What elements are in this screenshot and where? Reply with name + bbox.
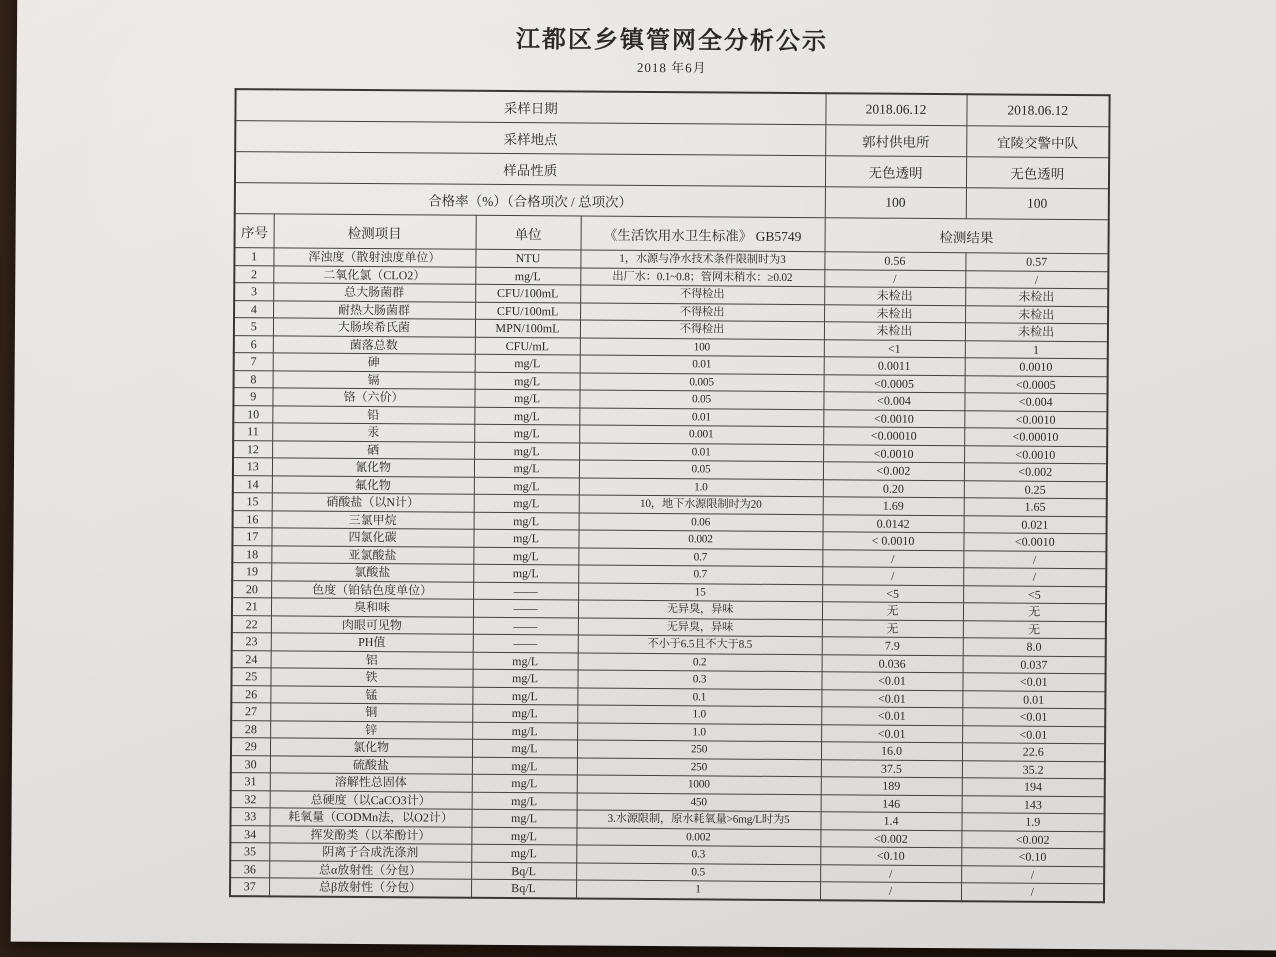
cell-result-1: 16.0 [821, 742, 962, 760]
cell-item: 肉眼可见物 [271, 615, 473, 634]
info-label: 采样日期 [235, 89, 825, 125]
cell-standard: 不得检出 [580, 303, 824, 322]
cell-unit: mg/L [474, 512, 579, 530]
cell-result-2: 1.65 [964, 498, 1107, 516]
cell-result-1: 无 [822, 602, 963, 620]
page-title: 江都区乡镇管网全分析公示 [515, 27, 829, 56]
cell-unit: mg/L [472, 739, 577, 757]
cell-result-2: 0.01 [962, 690, 1105, 708]
cell-result-2: 0.0010 [965, 358, 1108, 376]
cell-result-1: <0.0010 [823, 409, 964, 427]
cell-result-2: <0.002 [964, 463, 1107, 481]
cell-item: 总α放射性（分包） [269, 860, 471, 879]
cell-unit: mg/L [471, 809, 576, 827]
cell-no: 6 [234, 335, 273, 353]
cell-unit: mg/L [473, 547, 578, 565]
info-label: 样品性质 [235, 152, 825, 187]
cell-no: 17 [232, 528, 271, 546]
column-header-result: 检测结果 [825, 218, 1109, 254]
info-value-2: 100 [966, 188, 1109, 220]
cell-result-2: <0.002 [961, 830, 1104, 848]
cell-item: 铜 [270, 703, 472, 722]
cell-unit: —— [473, 617, 578, 635]
cell-no: 5 [234, 318, 273, 336]
cell-item: 总硬度（以CaCO3计） [270, 790, 472, 809]
cell-unit: mg/L [474, 389, 579, 407]
cell-unit: Bq/L [471, 862, 576, 880]
cell-unit: mg/L [472, 687, 577, 705]
cell-item: 阴离子合成洗涤剂 [269, 843, 471, 862]
info-value-2: 无色透明 [966, 157, 1109, 189]
cell-no: 32 [231, 790, 270, 808]
cell-no: 29 [231, 738, 270, 756]
cell-item: 氯酸盐 [271, 563, 473, 582]
cell-result-2: / [963, 568, 1106, 586]
cell-result-1: / [820, 864, 961, 882]
cell-result-2: 未检出 [965, 288, 1108, 306]
cell-result-2: 0.021 [964, 515, 1107, 533]
cell-no: 3 [234, 283, 273, 301]
cell-result-1: <0.004 [823, 392, 964, 410]
cell-standard: 3.水源限制，原水耗氧量>6mg/L时为5 [576, 810, 820, 829]
cell-no: 1 [234, 248, 273, 266]
cell-result-1: 189 [821, 777, 962, 795]
info-value-1: 郭村供电所 [825, 125, 966, 157]
cell-no: 15 [233, 493, 272, 511]
cell-unit: mg/L [475, 354, 580, 372]
cell-no: 28 [231, 720, 270, 738]
document [229, 23, 1109, 903]
cell-item: 溶解性总固体 [270, 773, 472, 792]
cell-result-1: 37.5 [821, 759, 962, 777]
cell-item: 耗氧量（CODMn法，以O2计） [269, 808, 471, 827]
cell-result-1: 0.0142 [823, 514, 964, 532]
cell-item: 硒 [272, 440, 474, 459]
cell-unit: mg/L [471, 827, 576, 845]
cell-result-1: <5 [822, 584, 963, 602]
cell-item: 铝 [271, 650, 473, 669]
cell-item: 镉 [273, 370, 475, 389]
cell-item: 砷 [273, 353, 475, 372]
cell-result-1: 0.56 [824, 252, 965, 270]
cell-standard: 0.7 [578, 548, 822, 567]
cell-standard: 无异臭，异味 [578, 618, 822, 637]
cell-no: 37 [230, 878, 269, 896]
cell-result-1: <0.00010 [823, 427, 964, 445]
cell-item: 大肠埃希氏菌 [273, 318, 475, 337]
cell-result-1: / [822, 549, 963, 567]
cell-result-2: <0.10 [961, 848, 1104, 866]
info-value-1: 2018.06.12 [825, 93, 966, 125]
cell-standard: 1 [576, 880, 820, 900]
cell-unit: mg/L [473, 652, 578, 670]
cell-result-2: / [961, 865, 1104, 883]
cell-result-2: 0.25 [964, 480, 1107, 498]
page-subtitle: 2018 年6月 [636, 59, 707, 76]
cell-no: 21 [232, 598, 271, 616]
info-value-1: 无色透明 [825, 156, 966, 188]
cell-standard: 无异臭，异味 [578, 600, 822, 619]
cell-result-2: <0.01 [962, 673, 1105, 691]
cell-unit: Bq/L [471, 879, 576, 898]
cell-item: 铅 [272, 405, 474, 424]
cell-standard: 0.3 [577, 670, 821, 689]
cell-no: 33 [230, 808, 269, 826]
cell-result-2: <0.0010 [964, 410, 1107, 428]
cell-result-2: <0.01 [962, 725, 1105, 743]
cell-no: 16 [233, 510, 272, 528]
cell-result-1: <0.002 [820, 829, 961, 847]
cell-result-2: 1.9 [961, 813, 1104, 831]
cell-unit: mg/L [474, 477, 579, 495]
cell-item: 汞 [272, 423, 474, 442]
cell-result-1: 1.69 [823, 497, 964, 515]
cell-no: 8 [234, 370, 273, 388]
cell-no: 13 [233, 458, 272, 476]
cell-no: 4 [234, 300, 273, 318]
cell-standard: 不得检出 [580, 285, 824, 304]
cell-result-2: <0.0010 [963, 533, 1106, 551]
cell-standard: 1，水源与净水技术条件限制时为3 [580, 250, 824, 269]
cell-item: 氟化物 [272, 475, 474, 494]
cell-item: 总大肠菌群 [273, 283, 475, 302]
cell-item: 臭和味 [271, 598, 473, 617]
cell-no: 36 [230, 860, 269, 878]
cell-unit: mg/L [475, 372, 580, 390]
cell-result-2: 8.0 [963, 638, 1106, 656]
cell-result-1: <0.01 [821, 689, 962, 707]
cell-no: 7 [234, 353, 273, 371]
cell-unit: mg/L [472, 669, 577, 687]
cell-no: 11 [233, 423, 272, 441]
cell-result-2: 0.037 [963, 655, 1106, 673]
cell-unit: mg/L [473, 564, 578, 582]
cell-result-2: / [963, 550, 1106, 568]
cell-standard: 0.002 [576, 828, 820, 847]
cell-result-1: <0.10 [820, 847, 961, 865]
cell-no: 14 [233, 475, 272, 493]
cell-result-2: 无 [963, 620, 1106, 638]
cell-no: 10 [233, 405, 272, 423]
cell-unit: mg/L [474, 407, 579, 425]
cell-standard: 0.3 [576, 845, 820, 864]
cell-item: 浑浊度（散射浊度单位） [273, 248, 475, 267]
info-value-2: 宜陵交警中队 [966, 126, 1109, 158]
cell-result-1: 146 [821, 794, 962, 812]
cell-no: 27 [231, 703, 270, 721]
cell-unit: mg/L [474, 494, 579, 512]
cell-item: 氯化物 [270, 738, 472, 757]
cell-no: 19 [232, 563, 271, 581]
cell-standard: 0.005 [580, 373, 824, 392]
cell-no: 22 [232, 615, 271, 633]
cell-standard: 0.001 [579, 425, 823, 444]
cell-standard: 1.0 [577, 705, 821, 724]
cell-result-1: 7.9 [822, 637, 963, 655]
cell-no: 30 [231, 755, 270, 773]
cell-result-2: 143 [962, 795, 1105, 813]
cell-unit: mg/L [474, 442, 579, 460]
cell-result-1: <0.01 [821, 672, 962, 690]
cell-unit: mg/L [472, 704, 577, 722]
cell-standard: 0.5 [576, 863, 820, 882]
cell-result-2: 0.57 [965, 253, 1108, 271]
cell-unit: —— [473, 582, 578, 600]
cell-unit: MPN/100mL [475, 319, 580, 337]
cell-no: 23 [232, 633, 271, 651]
column-header-item: 检测项目 [274, 214, 476, 249]
cell-result-2: <0.0010 [964, 445, 1107, 463]
cell-item: 四氯化碳 [271, 528, 473, 547]
cell-result-1: 1.4 [820, 812, 961, 830]
cell-standard: 0.05 [579, 390, 823, 409]
info-label: 采样地点 [235, 121, 825, 156]
cell-unit: mg/L [473, 529, 578, 547]
cell-result-2: 未检出 [965, 305, 1108, 323]
cell-standard: 1000 [577, 775, 821, 794]
info-label: 合格率（%）（合格项次 / 总项次） [235, 183, 825, 218]
cell-unit: —— [473, 634, 578, 652]
cell-standard: 0.7 [578, 565, 822, 584]
cell-result-1: <0.0010 [823, 444, 964, 462]
cell-item: PH值 [271, 633, 473, 652]
cell-unit: mg/L [475, 267, 580, 285]
cell-result-2: / [961, 883, 1104, 902]
cell-no: 20 [232, 580, 271, 598]
cell-no: 12 [233, 440, 272, 458]
cell-standard: 10，地下水源限制时为20 [579, 495, 823, 514]
cell-result-2: 194 [962, 778, 1105, 796]
cell-item: 三氯甲烷 [272, 510, 474, 529]
cell-item: 铬（六价） [272, 388, 474, 407]
cell-unit: NTU [475, 249, 580, 267]
cell-result-2: <5 [963, 585, 1106, 603]
cell-unit: —— [473, 599, 578, 617]
cell-result-1: 0.20 [823, 479, 964, 497]
info-value-1: 100 [825, 187, 966, 219]
cell-result-2: / [965, 270, 1108, 288]
paper-sheet [11, 0, 1276, 950]
cell-item: 菌落总数 [273, 335, 475, 354]
cell-result-2: <0.004 [964, 393, 1107, 411]
cell-unit: mg/L [472, 722, 577, 740]
cell-standard: 0.01 [579, 443, 823, 462]
cell-result-1: <0.002 [823, 462, 964, 480]
column-header-standard: 《生活饮用水卫生标准》 GB5749 [581, 216, 825, 252]
cell-result-1: < 0.0010 [822, 532, 963, 550]
cell-item: 铁 [270, 668, 472, 687]
cell-standard: 100 [580, 338, 824, 357]
cell-item: 耐热大肠菌群 [273, 300, 475, 319]
cell-unit: mg/L [474, 424, 579, 442]
cell-unit: mg/L [472, 774, 577, 792]
cell-standard: 0.01 [579, 408, 823, 427]
cell-result-1: <0.01 [821, 707, 962, 725]
cell-no: 25 [231, 668, 270, 686]
cell-item: 二氧化氯（CLO2） [273, 265, 475, 284]
cell-standard: 0.2 [578, 653, 822, 672]
cell-standard: 250 [577, 758, 821, 777]
cell-unit: mg/L [471, 844, 576, 862]
cell-standard: 出厂水：0.1~0.8；管网末稍水：≥0.02 [580, 268, 824, 287]
cell-item: 锰 [270, 685, 472, 704]
cell-unit: CFU/mL [475, 337, 580, 355]
cell-unit: mg/L [474, 459, 579, 477]
cell-result-2: 35.2 [962, 760, 1105, 778]
info-value-2: 2018.06.12 [966, 94, 1109, 126]
cell-standard: 不小于6.5且不大于8.5 [578, 635, 822, 654]
cell-no: 18 [232, 545, 271, 563]
cell-item: 氰化物 [272, 458, 474, 477]
cell-result-1: / [820, 882, 961, 901]
cell-no: 26 [231, 685, 270, 703]
cell-result-2: <0.00010 [964, 428, 1107, 446]
cell-no: 31 [231, 773, 270, 791]
cell-item: 硝酸盐（以N计） [272, 493, 474, 512]
cell-standard: 0.05 [579, 460, 823, 479]
cell-result-2: <0.01 [962, 708, 1105, 726]
cell-standard: 不得检出 [580, 320, 824, 339]
column-header-unit: 单位 [476, 215, 581, 250]
cell-result-1: 无 [822, 619, 963, 637]
cell-result-2: 无 [963, 603, 1106, 621]
cell-unit: CFU/100mL [475, 284, 580, 302]
cell-no: 35 [230, 843, 269, 861]
cell-result-1: 0.0011 [824, 357, 965, 375]
cell-standard: 250 [577, 740, 821, 759]
analysis-table [229, 88, 1111, 903]
cell-item: 硫酸盐 [270, 755, 472, 774]
cell-result-1: / [824, 269, 965, 287]
cell-no: 34 [230, 825, 269, 843]
cell-result-1: <0.01 [821, 724, 962, 742]
cell-no: 24 [232, 650, 271, 668]
cell-result-1: / [822, 567, 963, 585]
cell-no: 2 [234, 265, 273, 283]
cell-result-2: 1 [965, 340, 1108, 358]
cell-item: 挥发酚类（以苯酚计） [269, 825, 471, 844]
cell-standard: 0.06 [579, 513, 823, 532]
cell-standard: 0.002 [578, 530, 822, 549]
cell-result-1: 未检出 [824, 322, 965, 340]
cell-standard: 15 [578, 583, 822, 602]
cell-result-2: 22.6 [962, 743, 1105, 761]
cell-standard: 0.01 [580, 355, 824, 374]
cell-standard: 1.0 [579, 478, 823, 497]
cell-item: 色度（铂钴色度单位） [271, 580, 473, 599]
cell-result-2: 未检出 [965, 323, 1108, 341]
cell-result-1: <0.0005 [824, 374, 965, 392]
cell-unit: mg/L [472, 792, 577, 810]
column-header-no: 序号 [235, 214, 274, 248]
cell-result-1: 0.036 [822, 654, 963, 672]
cell-result-1: 未检出 [824, 304, 965, 322]
cell-item: 亚氯酸盐 [271, 545, 473, 564]
cell-result-2: <0.0005 [965, 375, 1108, 393]
cell-item: 锌 [270, 720, 472, 739]
cell-result-1: <1 [824, 339, 965, 357]
cell-no: 9 [233, 388, 272, 406]
cell-unit: mg/L [472, 757, 577, 775]
cell-result-1: 未检出 [824, 287, 965, 305]
cell-standard: 450 [577, 793, 821, 812]
cell-standard: 1.0 [577, 723, 821, 742]
cell-item: 总β放射性（分包） [269, 878, 471, 897]
cell-unit: CFU/100mL [475, 302, 580, 320]
cell-standard: 0.1 [577, 688, 821, 707]
